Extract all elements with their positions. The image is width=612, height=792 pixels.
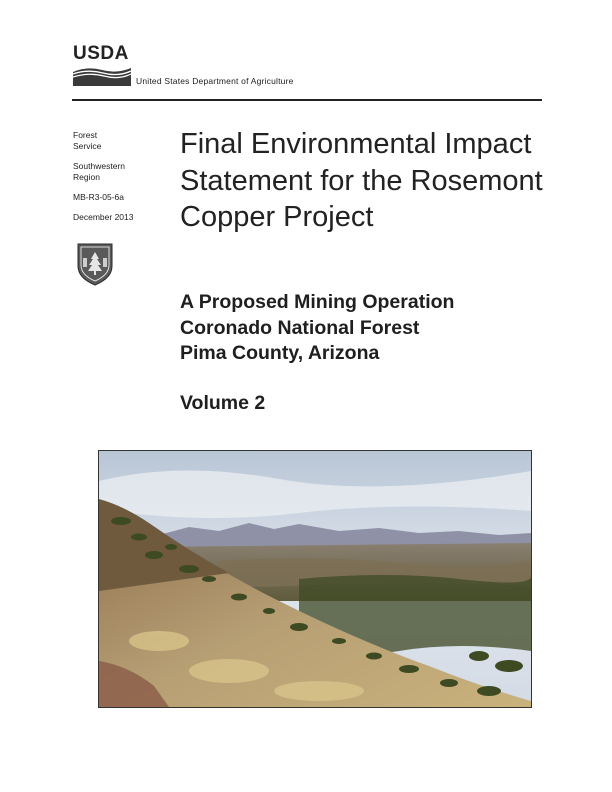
usda-logo [73,44,131,86]
department-name: United States Department of Agriculture [136,76,294,86]
sidebar-document-number: MB-R3-05-6a [73,192,125,202]
page-title: Final Environmental Impact Statement for the Rosemont Copper Project [180,128,543,233]
usda-hills-icon [73,64,131,86]
landscape-image [99,451,531,707]
subtitle [180,290,560,367]
sidebar-agency: Forest Service [73,130,102,151]
forest-service-shield-icon [75,242,115,286]
sidebar-region: Southwestern Region [73,161,125,182]
header-divider [72,99,542,101]
subtitle-line-forest: Coronado National Forest [180,316,420,339]
cover-landscape-photo [98,450,532,708]
sidebar [73,130,163,232]
sidebar-date: December 2013 [73,212,134,222]
subtitle-line-location: Pima County, Arizona [180,342,380,364]
volume-label: Volume 2 [180,392,266,414]
subtitle-line-project: A Proposed Mining Operation [180,291,455,313]
usda-logo-text: USDA [73,43,129,64]
